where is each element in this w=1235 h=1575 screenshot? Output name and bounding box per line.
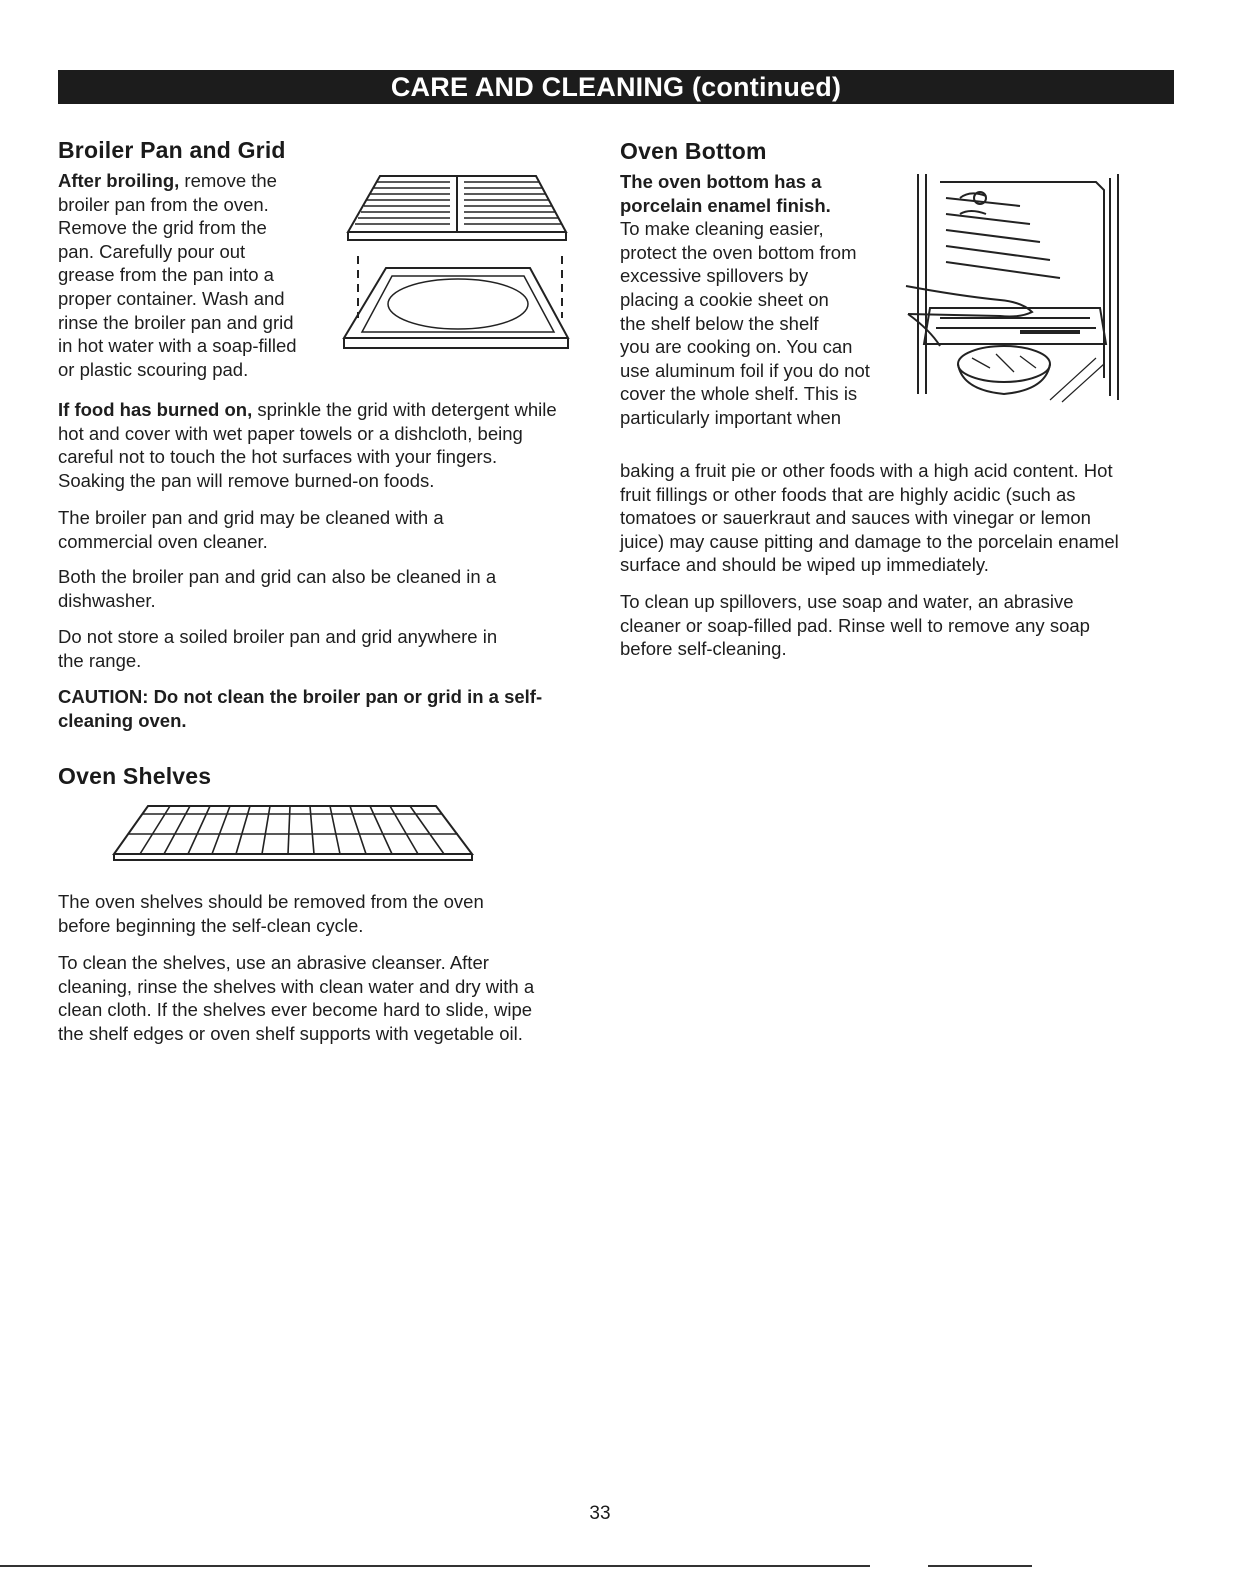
oven-bottom-bold-line: The oven bottom has a: [620, 171, 822, 192]
oven-bottom-heading: Oven Bottom: [620, 138, 767, 164]
shelves-remove-paragraph: The oven shelves should be removed from the oven before beginning the self-clean cycle.: [58, 891, 484, 936]
oven-bottom-line: cover the whole shelf. This is: [620, 383, 858, 405]
shelves-heading: Oven Shelves: [58, 763, 212, 789]
caution-paragraph: CAUTION: Do not clean the broiler pan or grid in a self-cleaning oven.: [58, 686, 543, 731]
broiler-intro-line: or plastic scouring pad.: [58, 358, 249, 380]
broiler-heading: Broiler Pan and Grid: [58, 137, 286, 163]
broiler-intro-line: remove the: [179, 170, 277, 191]
oven-interior-illustration: [900, 168, 1130, 408]
broiler-intro-line: pan. Carefully pour out: [58, 240, 246, 262]
oven-bottom-continuation: baking a fruit pie or other foods with a high acid content. Hot fruit fillings or other foods that are highly acidic (such as tomatoes or sauerkraut and sauces with vinegar or lemon juice) may cause pitting and damage to the porcelain enamel surface and should be wiped up immediately.: [620, 460, 1119, 576]
oven-bottom-line: protect the oven bottom from: [620, 241, 857, 263]
broiler-intro-line: grease from the pan into a: [58, 264, 274, 286]
dishwasher-paragraph: Both the broiler pan and grid can also be cleaned in a dishwasher.: [58, 566, 497, 611]
burned-on-paragraph: [58, 398, 558, 492]
oven-bottom-line: excessive spillovers by: [620, 265, 809, 287]
broiler-intro-line: proper container. Wash and: [58, 287, 285, 309]
oven-bottom-line: you are cooking on. You can: [620, 336, 853, 358]
burned-on-text: sprinkle the grid with detergent while hot and cover with wet paper towels or a dishcloth, being careful not to touch the hot surfaces with your fingers. Soaking the pan will remove burned-on foods.: [58, 399, 557, 491]
storage-paragraph: Do not store a soiled broiler pan and grid anywhere in the range.: [58, 626, 498, 671]
page-number: 33: [589, 1503, 611, 1524]
broiler-intro-bold: After broiling,: [58, 170, 180, 191]
oven-bottom-line: use aluminum foil if you do not: [620, 359, 870, 381]
broiler-intro: [58, 169, 338, 381]
oven-bottom-line: particularly important when: [620, 406, 842, 428]
shelves-clean-paragraph: To clean the shelves, use an abrasive cleanser. After cleaning, rinse the shelves with clean water and dry with a clean cloth. If the shelves ever become hard to slide, wipe the shelf edges or oven shelf supports with vegetable oil.: [58, 952, 535, 1044]
broiler-intro-line: Remove the grid from the: [58, 217, 267, 239]
broiler-pan-illustration: [340, 168, 576, 360]
commercial-cleaner-paragraph: The broiler pan and grid may be cleaned with a commercial oven cleaner.: [58, 507, 444, 552]
oven-shelf-illustration: [112, 800, 477, 862]
oven-bottom-line: To make cleaning easier,: [620, 218, 824, 240]
burned-on-bold: If food has burned on,: [58, 399, 253, 420]
footer-rule: [0, 1565, 870, 1567]
oven-bottom-intro: [620, 170, 905, 430]
broiler-intro-line: broiler pan from the oven.: [58, 193, 269, 215]
oven-bottom-line: placing a cookie sheet on: [620, 288, 829, 310]
oven-bottom-bold-line: porcelain enamel finish.: [620, 194, 831, 216]
broiler-intro-line: in hot water with a soap-filled: [58, 335, 297, 357]
page-header-banner: CARE AND CLEANING (continued): [58, 70, 1174, 104]
broiler-intro-line: rinse the broiler pan and grid: [58, 311, 294, 333]
footer-rule-segment: [928, 1565, 1032, 1567]
oven-bottom-spill-paragraph: To clean up spillovers, use soap and water, an abrasive cleaner or soap-filled pad. Rinse well to remove any soap before self-cleaning.: [620, 591, 1090, 660]
oven-bottom-line: the shelf below the shelf: [620, 312, 819, 334]
